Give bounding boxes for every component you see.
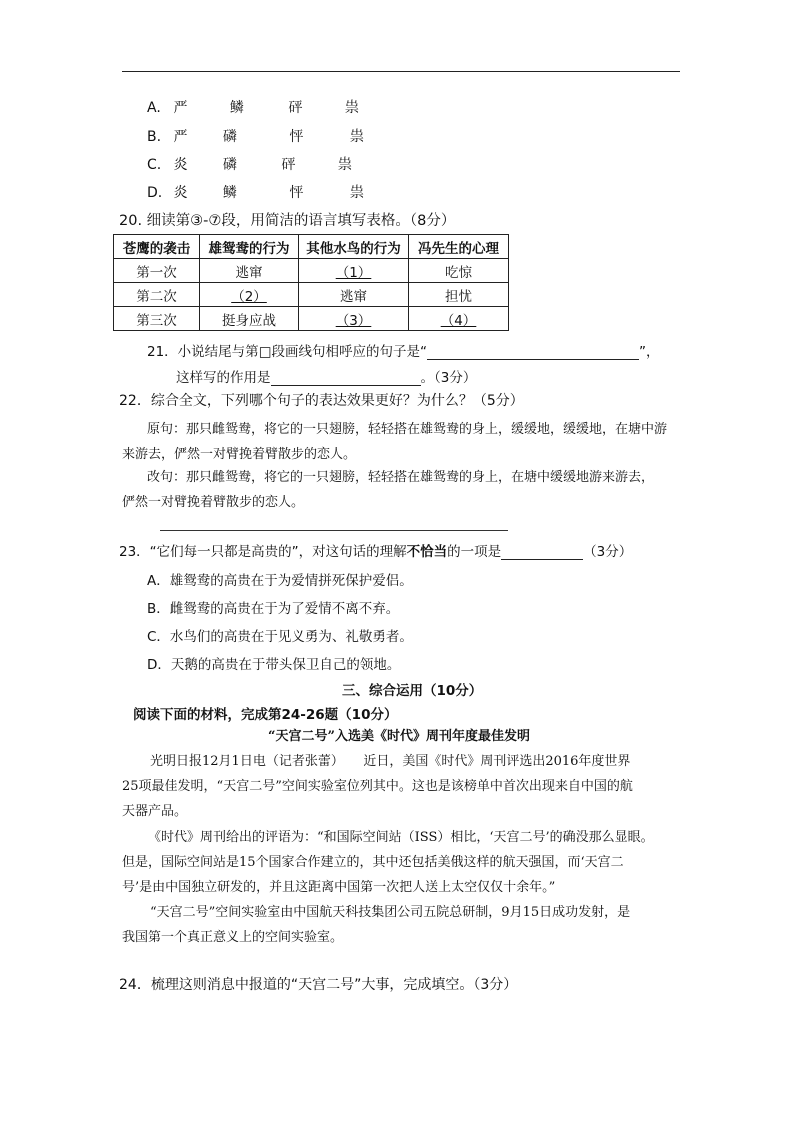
q23-option-d: D．天鹅的高贵在于带头保卫自己的领地。 bbox=[147, 657, 401, 673]
table-header-row bbox=[114, 235, 509, 259]
q23-option-b: B．雌鸳鸯的高贵在于为了爱情不离不弃。 bbox=[147, 601, 400, 617]
table-header-cell: 苍鹰的袭击 bbox=[114, 235, 200, 259]
option-char: 严 bbox=[173, 100, 188, 116]
question-20: 20. 细读第③-⑦段，用简洁的语言填写表格。（8分） bbox=[119, 213, 456, 229]
option-c bbox=[147, 154, 352, 174]
question-22: 22．综合全文，下列哪个句子的表达效果更好？为什么？（5分） bbox=[119, 393, 524, 409]
table-cell: 吃惊 bbox=[409, 259, 509, 283]
answer-blank[interactable] bbox=[501, 545, 583, 560]
table-cell: 第一次 bbox=[114, 259, 200, 283]
table-header-cell: 雄鸳鸯的行为 bbox=[200, 235, 299, 259]
table-cell-blank[interactable]: （1） bbox=[299, 259, 409, 283]
question-23 bbox=[119, 540, 632, 560]
option-char: 磷 bbox=[222, 129, 237, 145]
option-char: 祟 bbox=[349, 129, 364, 145]
table-cell: 第二次 bbox=[114, 283, 200, 307]
answer-table bbox=[113, 234, 509, 331]
option-char: 怦 bbox=[289, 129, 304, 145]
option-letter: C. bbox=[147, 157, 162, 173]
article-p1-line-1: 光明日报12月1日电（记者张蕾） 近日，美国《时代》周刊评选出2016年度世界 bbox=[150, 754, 631, 769]
q23-option-c: C．水鸟们的高贵在于见义勇为、礼敬勇者。 bbox=[147, 629, 413, 645]
modified-sentence-line-2: 俨然一对臂挽着臂散步的恋人。 bbox=[122, 495, 305, 510]
option-letter: D. bbox=[147, 185, 163, 201]
question-23-text: （3分） bbox=[583, 544, 633, 560]
modified-sentence-line-1: 改句：那只雌鸳鸯，将它的一只翅膀，轻轻搭在雄鸳鸯的身上，在塘中缓缓地游来游去， bbox=[147, 470, 655, 485]
question-21-text: 。（3分） bbox=[420, 370, 477, 386]
option-char: 严 bbox=[173, 129, 188, 145]
table-cell: 担忧 bbox=[409, 283, 509, 307]
table-cell-blank[interactable]: （4） bbox=[409, 307, 509, 331]
question-21-line-2 bbox=[176, 366, 476, 386]
table-row bbox=[114, 307, 509, 331]
table-cell: 挺身应战 bbox=[200, 307, 299, 331]
question-21-text: 这样写的作用是 bbox=[176, 370, 271, 386]
option-char: 鳞 bbox=[229, 100, 244, 116]
placeholder-box: □ bbox=[258, 344, 272, 360]
question-21-text: 段画线句相呼应的句子是“ bbox=[271, 344, 427, 360]
option-letter: A. bbox=[147, 100, 161, 116]
table-cell: 第三次 bbox=[114, 307, 200, 331]
table-cell: 逃窜 bbox=[200, 259, 299, 283]
section-heading: 三、综合运用（10分） bbox=[342, 683, 483, 699]
original-sentence-line-2: 来游去，俨然一对臂挽着臂散步的恋人。 bbox=[122, 447, 357, 462]
option-char: 磷 bbox=[222, 157, 237, 173]
section-instruction: 阅读下面的材料，完成第24-26题（10分） bbox=[133, 707, 398, 723]
question-21-text: 21．小说结尾与第 bbox=[147, 344, 259, 360]
option-char: 怦 bbox=[289, 185, 304, 201]
original-sentence-line-1: 原句：那只雌鸳鸯，将它的一只翅膀，轻轻搭在雄鸳鸯的身上，缓缓地，缓缓地，在塘中游 bbox=[147, 422, 668, 437]
table-row bbox=[114, 283, 509, 307]
answer-blank[interactable] bbox=[427, 345, 639, 360]
option-char: 炎 bbox=[173, 185, 188, 201]
answer-blank[interactable] bbox=[271, 371, 421, 386]
option-char: 砰 bbox=[288, 100, 303, 116]
top-rule bbox=[122, 71, 680, 72]
question-21-line-1 bbox=[147, 340, 659, 360]
option-letter: B. bbox=[147, 129, 162, 145]
option-char: 炎 bbox=[173, 157, 188, 173]
article-p1-line-3: 天器产品。 bbox=[122, 804, 188, 819]
table-cell-blank[interactable]: （2） bbox=[200, 283, 299, 307]
answer-line[interactable] bbox=[160, 530, 508, 531]
article-p2-line-2: 但是，国际空间站是15个国家合作建立的，其中还包括美俄这样的航天强国，而‘天宫二 bbox=[122, 855, 624, 870]
article-p2-line-1: 《时代》周刊给出的评语为：“和国际空间站（ISS）相比，‘天宫二号’的确没那么显眼。 bbox=[148, 830, 654, 845]
table-cell: 逃窜 bbox=[299, 283, 409, 307]
article-p3-line-2: 我国第一个真正意义上的空间实验室。 bbox=[122, 930, 344, 945]
q23-option-a: A．雄鸳鸯的高贵在于为爱情拼死保护爱侣。 bbox=[147, 573, 413, 589]
table-header-cell: 其他水鸟的行为 bbox=[299, 235, 409, 259]
option-char: 鳞 bbox=[222, 185, 237, 201]
table-row bbox=[114, 259, 509, 283]
question-23-text: 的一项是 bbox=[447, 544, 502, 560]
option-char: 砰 bbox=[281, 157, 296, 173]
table-cell-blank[interactable]: （3） bbox=[299, 307, 409, 331]
article-p1-line-2: 25项最佳发明，“天宫二号”空间实验室位列其中。这也是该榜单中首次出现来自中国的航 bbox=[122, 779, 633, 794]
emphasis-text: 不恰当 bbox=[406, 544, 448, 560]
question-24: 24．梳理这则消息中报道的“天宫二号”大事，完成填空。（3分） bbox=[119, 977, 518, 993]
option-char: 祟 bbox=[349, 185, 364, 201]
article-p3-line-1: “天宫二号”空间实验室由中国航天科技集团公司五院总研制，9月15日成功发射，是 bbox=[150, 905, 631, 920]
option-char: 祟 bbox=[344, 100, 359, 116]
table-header-cell: 冯先生的心理 bbox=[409, 235, 509, 259]
question-21-text: ”， bbox=[638, 344, 660, 360]
article-title: “天宫二号”入选美《时代》周刊年度最佳发明 bbox=[268, 729, 530, 744]
option-a bbox=[147, 97, 359, 117]
option-char: 祟 bbox=[337, 157, 352, 173]
option-b bbox=[147, 126, 364, 146]
question-23-text: 23．“它们每一只都是高贵的”，对这句话的理解 bbox=[119, 544, 407, 560]
article-p2-line-3: 号’是由中国独立研发的，并且这距离中国第一次把人送上太空仅仅十余年。” bbox=[122, 880, 556, 895]
option-d bbox=[147, 182, 364, 202]
